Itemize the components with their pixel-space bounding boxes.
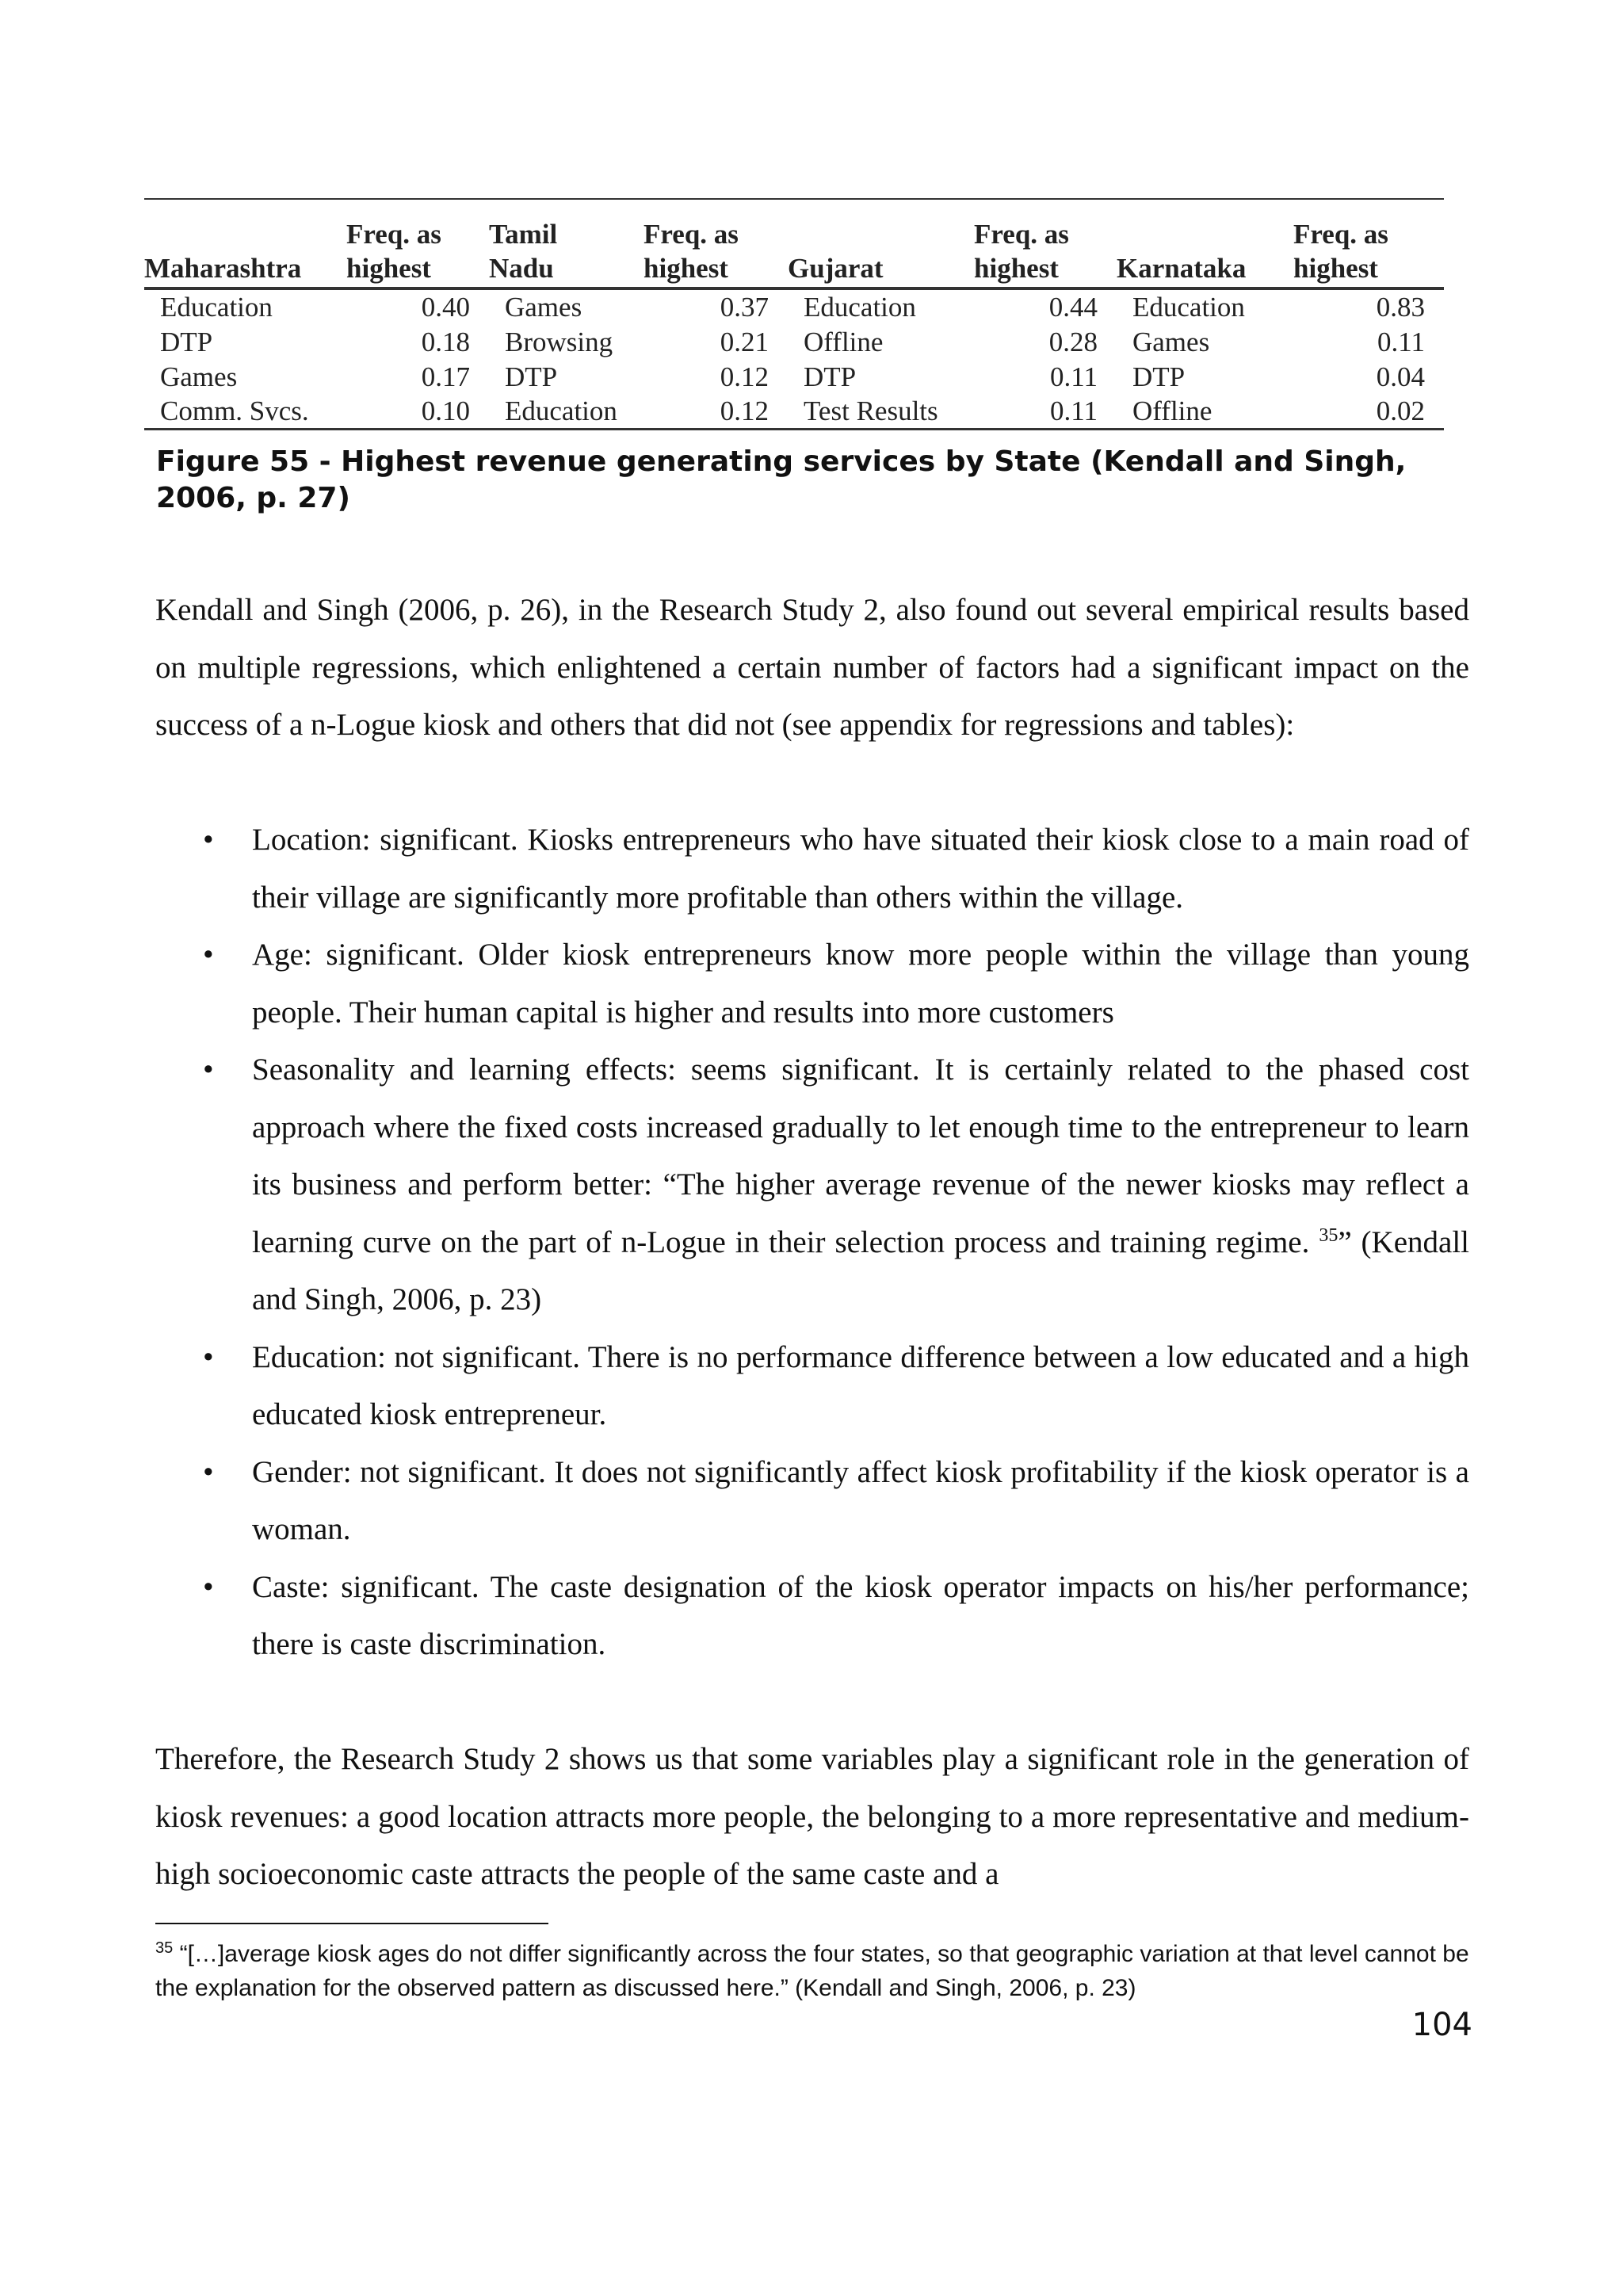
- table-cell: Comm. Svcs.: [144, 395, 346, 430]
- table-row: [144, 395, 1444, 430]
- table-cell: DTP: [804, 361, 857, 392]
- table-cell: 0.12: [720, 361, 769, 392]
- list-item: [155, 1444, 1469, 1559]
- bullet-icon: •: [203, 1052, 214, 1087]
- bullet-icon: •: [203, 938, 214, 972]
- list-item-text: Location: significant. Kiosks entrepreneurs who have situated their kiosk close to a main road of their village are significantly more profitable than others within the village.: [252, 823, 1469, 915]
- table-cell: DTP: [505, 361, 558, 392]
- table-cell: Education: [804, 292, 916, 323]
- table-cell: Education: [489, 395, 643, 430]
- factors-bullet-list: [155, 812, 1469, 1674]
- table-cell: Offline: [804, 327, 884, 357]
- paragraph-intro: Kendall and Singh (2006, p. 26), in the Research Study 2, also found out several empirical results based on multiple regressions, which enlightened a certain number of factors had a significant impact on the success of a n-Logue kiosk and others that did not (see appendix for regressions and tables):: [155, 593, 1469, 742]
- table-row: [144, 288, 1444, 325]
- table-cell: Browsing: [505, 327, 613, 357]
- table-cell: 0.11: [974, 395, 1117, 430]
- table-cell: 0.12: [643, 395, 788, 430]
- revenue-services-table: [144, 198, 1444, 430]
- list-item-text: Gender: not significant. It does not significantly affect kiosk profitability if the kiosk operator is a woman.: [252, 1454, 1469, 1546]
- table-row: [144, 360, 1444, 395]
- table-cell: DTP: [1132, 361, 1186, 392]
- bullet-icon: •: [203, 1569, 214, 1604]
- list-item-text: Age: significant. Older kiosk entrepreneurs know more people within the village than young people. Their human capital is higher and results into more customers: [252, 938, 1469, 1030]
- table-cell: 0.10: [346, 395, 489, 430]
- table-cell: 0.04: [1376, 361, 1425, 392]
- bullet-icon: •: [203, 1339, 214, 1374]
- list-item-text: Education: not significant. There is no performance difference between a low educated and a high educated kiosk entrepreneur.: [252, 1339, 1469, 1431]
- col-header-freq: Freq. as highest: [1293, 199, 1444, 288]
- list-item: [155, 1329, 1469, 1444]
- table-cell: Education: [160, 292, 273, 323]
- col-header-freq: Freq. as highest: [643, 199, 788, 288]
- col-header-karnataka: Karnataka: [1117, 199, 1293, 288]
- table-cell: 0.37: [720, 292, 769, 323]
- bullet-icon: •: [203, 823, 214, 857]
- list-item: [155, 1559, 1469, 1674]
- footnote-reference[interactable]: 35: [1319, 1224, 1338, 1246]
- table-cell: 0.28: [1048, 327, 1098, 357]
- list-item: [155, 1041, 1469, 1329]
- citation-text: ” (Kendall and Singh, 2006, p. 23): [252, 1224, 1469, 1316]
- table-cell: 0.11: [1050, 361, 1098, 392]
- bullet-icon: •: [203, 1454, 214, 1489]
- footnote-divider: [155, 1923, 548, 1924]
- table-cell: Offline: [1117, 395, 1293, 430]
- table-header-row: [144, 199, 1444, 288]
- footnote: [155, 1937, 1471, 2005]
- table-cell: Games: [1132, 327, 1210, 357]
- table-cell: Games: [160, 361, 238, 392]
- footnote-number: 35: [155, 1939, 174, 1957]
- table-cell: 0.44: [1048, 292, 1098, 323]
- col-header-freq: Freq. as highest: [346, 199, 489, 288]
- col-header-freq: Freq. as highest: [974, 199, 1117, 288]
- table-cell: Games: [505, 292, 582, 323]
- table-cell: Test Results: [788, 395, 974, 430]
- table-cell: 0.02: [1293, 395, 1444, 430]
- table-row: [144, 325, 1444, 360]
- table-cell: 0.18: [421, 327, 470, 357]
- footnote-text: “[…]average kiosk ages do not differ significantly across the four states, so that geographic variation at that level cannot be the explanation for the observed pattern as discussed here.” (Kendall and Singh, 2006, p. 23): [155, 1941, 1469, 2001]
- col-header-tamil-nadu: Tamil Nadu: [489, 199, 643, 288]
- table-cell: 0.17: [421, 361, 470, 392]
- page-number: 104: [1411, 2007, 1472, 2043]
- table-cell: Education: [1132, 292, 1245, 323]
- col-header-maharashtra: Maharashtra: [144, 199, 346, 288]
- list-item-text: Caste: significant. The caste designation of the kiosk operator impacts on his/her performance; there is caste discrimination.: [252, 1569, 1469, 1661]
- table-cell: 0.83: [1376, 292, 1425, 323]
- table-cell: 0.21: [720, 327, 769, 357]
- list-item: [155, 926, 1469, 1041]
- paragraph-conclusion: Therefore, the Research Study 2 shows us that some variables play a significant role in the generation of kiosk revenues: a good location attracts more people, the belonging to a more representative and medium-high socioeconomic caste attracts the people of the same caste and a: [155, 1742, 1469, 1891]
- list-item: [155, 812, 1469, 926]
- figure-caption: Figure 55 - Highest revenue generating services by State (Kendall and Singh, 2006, p. 27): [156, 445, 1407, 514]
- table-cell: 0.40: [421, 292, 470, 323]
- col-header-gujarat: Gujarat: [788, 199, 974, 288]
- table-cell: 0.11: [1377, 327, 1425, 357]
- list-item-text: Seasonality and learning effects: seems significant. It is certainly related to the phased cost approach where the fixed costs increased gradually to let enough time to the entrepreneur to learn its business and perform better: “The higher average revenue of the newer kiosks may reflect a learning curve on the part of n-Logue in their selection process and training regime.: [252, 1052, 1469, 1259]
- table-cell: DTP: [160, 327, 213, 357]
